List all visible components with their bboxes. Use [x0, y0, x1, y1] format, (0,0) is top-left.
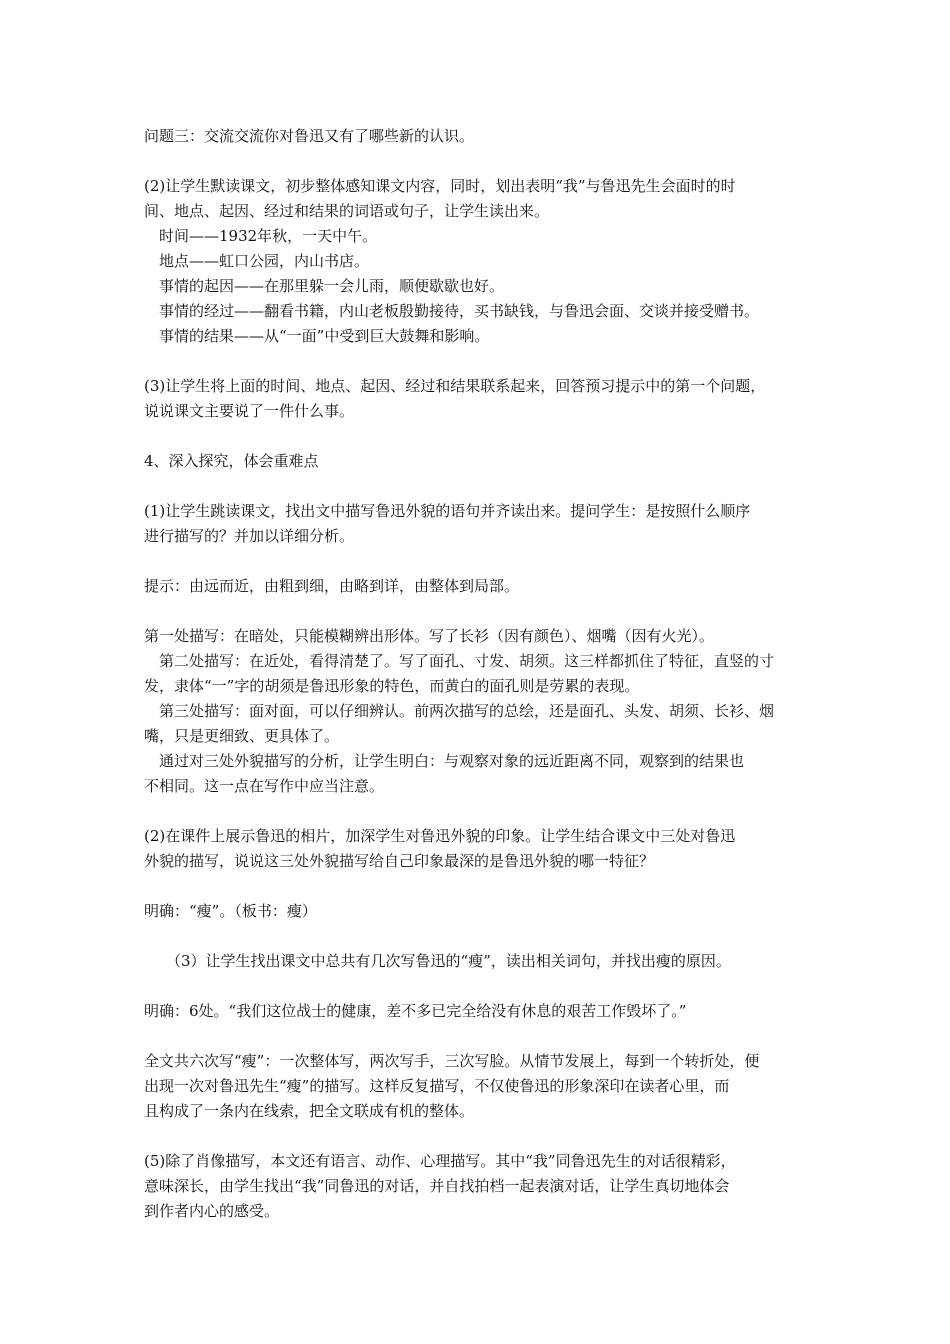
text-line: 出现一次对鲁迅先生“瘦”的描写。这样反复描写，不仅使鲁迅的形象深印在读者心里，而 — [144, 1077, 730, 1095]
text-line: 外貌的描写，说说这三处外貌描写给自己印象最深的是鲁迅外貌的哪一特征？ — [144, 852, 655, 870]
text-line: 意味深长，由学生找出“我”同鲁迅的对话，并自找拍档一起表演对话，让学生真切地体会 — [144, 1177, 730, 1195]
text-line: (5)除了肖像描写，本文还有语言、动作、心理描写。其中“我”同鲁迅先生的对话很精彩， — [144, 1152, 736, 1170]
clarify-two — [144, 999, 810, 1024]
section-4-heading — [144, 449, 810, 474]
place-line: 地点——虹口公园，内山书店。 — [159, 252, 370, 270]
result-line: 事情的结果——从“一面”中受到巨大鼓舞和影响。 — [159, 327, 490, 345]
step-2-paragraph — [144, 174, 810, 349]
text-line: 到作者内心的感受。 — [144, 1202, 280, 1220]
text-line: (2)让学生默读课文，初步整体感知课文内容，同时，划出表明“我”与鲁迅先生会面时的时 — [144, 177, 736, 195]
text-line: 第一处描写：在暗处，只能模糊辨出形体。写了长衫（因有颜色）、烟嘴（因有火光）。 — [144, 627, 715, 645]
process-line: 事情的经过——翻看书籍，内山老板殷勤接待，买书缺钱，与鲁迅会面、交谈并接受赠书。 — [159, 302, 760, 320]
text-line: 间、地点、起因、经过和结果的词语或句子，让学生读出来。 — [144, 202, 550, 220]
text-line: 问题三：交流交流你对鲁迅又有了哪些新的认识。 — [144, 127, 475, 145]
text-line: 通过对三处外貌描写的分析，让学生明白：与观察对象的远近距离不同，观察到的结果也 — [159, 752, 745, 770]
text-line: (1)让学生跳读课文，找出文中描写鲁迅外貌的语句并齐读出来。提问学生：是按照什么顺序 — [144, 502, 751, 520]
section-4-step-2 — [144, 824, 810, 874]
text-line: 进行描写的？并加以详细分析。 — [144, 527, 355, 545]
section-4-step-1 — [144, 499, 810, 549]
text-line: 说说课文主要说了一件什么事。 — [144, 402, 355, 420]
text-line: 明确：“瘦”。（板书：瘦） — [144, 902, 317, 920]
section-4-step-3 — [144, 949, 810, 974]
text-line: 全文共六次写“瘦”：一次整体写，两次写手，三次写脸。从情节发展上，每到一个转折处，便 — [144, 1052, 760, 1070]
text-line: 发，隶体“一”字的胡须是鲁迅形象的特色，而黄白的面孔则是劳累的表现。 — [144, 677, 640, 695]
cause-line: 事情的起因——在那里躲一会儿雨，顺便歇歇也好。 — [159, 277, 505, 295]
text-line: 不相同。这一点在写作中应当注意。 — [144, 777, 385, 795]
document-page — [144, 124, 810, 1224]
hint-paragraph — [144, 574, 810, 599]
section-4-step-5 — [144, 1149, 810, 1224]
text-line: （3）让学生找出课文中总共有几次写鲁迅的“瘦”，读出相关词句，并找出瘦的原因。 — [166, 952, 731, 970]
text-line: (2)在课件上展示鲁迅的相片，加深学生对鲁迅外貌的印象。让学生结合课文中三处对鲁迅 — [144, 827, 736, 845]
clarify-one — [144, 899, 810, 924]
text-line: 嘴，只是更细致、更具体了。 — [144, 727, 340, 745]
text-line: 第三处描写：面对面，可以仔细辨认。前两次描写的总绘，还是面孔、头发、胡须、长衫、烟 — [159, 702, 775, 720]
text-line: 第二处描写：在近处，看得清楚了。写了面孔、寸发、胡须。这三样都抓住了特征，直竖的寸 — [159, 652, 775, 670]
text-line: 4、深入探究，体会重难点 — [144, 452, 319, 470]
text-line: 且构成了一条内在线索，把全文联成有机的整体。 — [144, 1102, 475, 1120]
text-line: 明确：6处。“我们这位战士的健康，差不多已完全给没有休息的艰苦工作毁坏了。” — [144, 1002, 687, 1020]
six-times-paragraph — [144, 1049, 810, 1124]
time-line: 时间——1932年秋，一天中午。 — [159, 227, 378, 245]
step-3-paragraph — [144, 374, 810, 424]
text-line: 提示：由远而近，由粗到细，由略到详，由整体到局部。 — [144, 577, 520, 595]
question-three — [144, 124, 810, 149]
description-analysis — [144, 624, 810, 799]
text-line: (3)让学生将上面的时间、地点、起因、经过和结果联系起来，回答预习提示中的第一个问题， — [144, 377, 766, 395]
